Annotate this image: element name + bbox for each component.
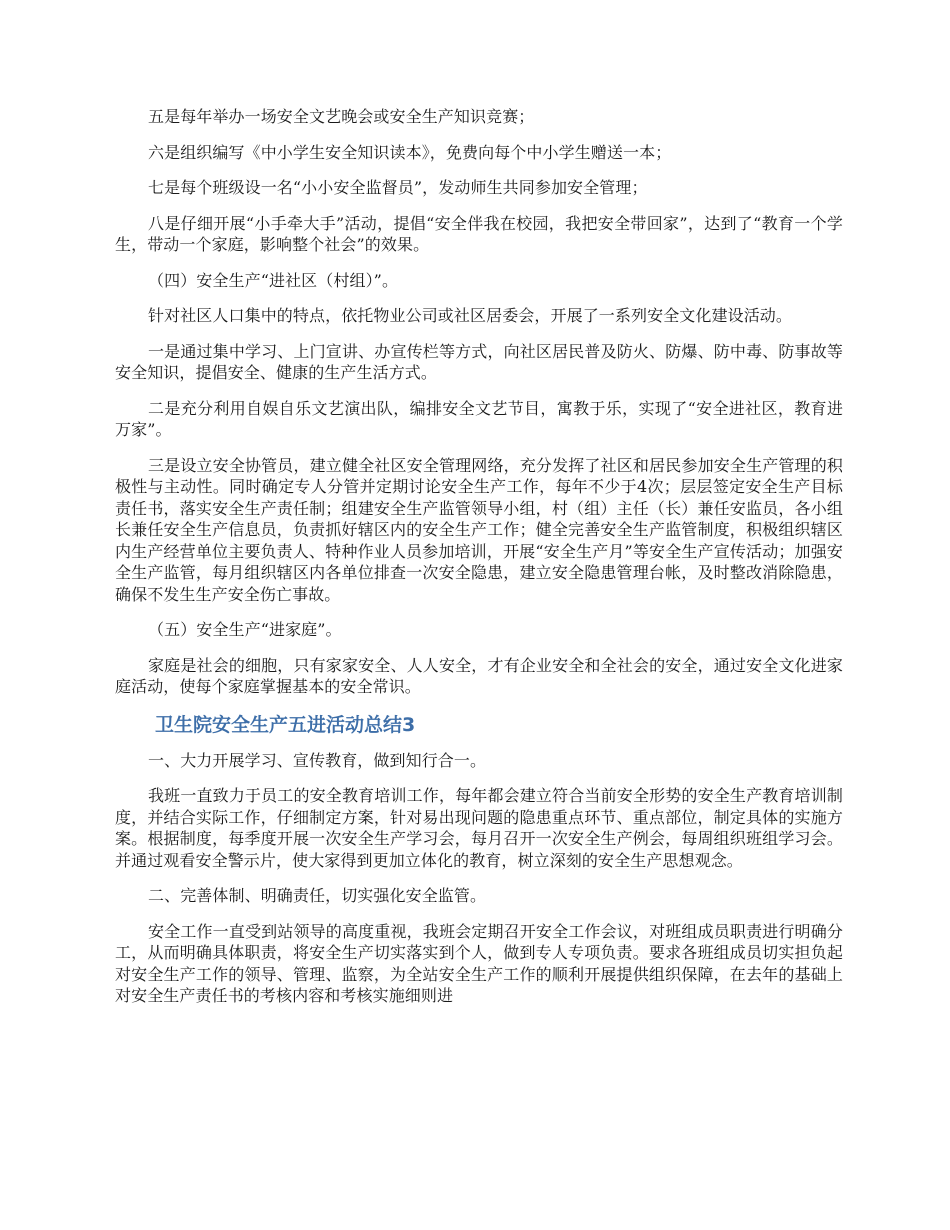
section-heading: 卫生院安全生产五进活动总结3: [155, 713, 416, 736]
paragraph: 针对社区人口集中的特点，依托物业公司或社区居委会，开展了一系列安全文化建设活动。: [148, 306, 793, 325]
subsection-title: （四）安全生产“进社区（村组）”。: [148, 270, 399, 290]
paragraph: 六是组织编写《中小学生安全知识读本》，免费向每个中小学生赠送一本；: [148, 142, 672, 162]
subsection-title: 一、大力开展学习、宣传教育，做到知行合一。: [148, 750, 487, 770]
paragraph: 八是仔细开展“小手牵大手”活动，提倡“安全伴我在校园，我把安全带回家”，达到了“教育一个学生，带动一个家庭，影响整个社会”的效果。: [115, 213, 843, 254]
paragraph: 三是设立安全协管员，建立健全社区安全管理网络，充分发挥了社区和居民参加安全生产管理的积极性与主动性。同时确定专人分管并定期讨论安全生产工作，每年不少于4次；层层签定安全生产目标责任书，落实安全生产责任制；组建安全生产监管领导小组，村（组）主任（长）兼任安监员，各小组长兼任安全生产信息员，负责抓好辖区内的安全生产工作；健全完善安全生产监管制度，积极组织辖区内生产经营单位主要负责人、特种作业人员参加培训，开展“安全生产月”等安全生产宣传活动；加强安全生产监管，每月组织辖区内各单位排查一次安全隐患，建立安全隐患管理台帐，及时整改消除隐患，确保不发生生产安全伤亡事故。: [115, 455, 843, 604]
paragraph: 我班一直致力于员工的安全教育培训工作，每年都会建立符合当前安全形势的安全生产教育培训制度，并结合实际工作，仔细制定方案，针对易出现问题的隐患重点环节、重点部位，制定具体的实施方案。根据制度，每季度开展一次安全生产学习会，每月召开一次安全生产例会，每周组织班组学习会。并通过观看安全警示片，使大家得到更加立体化的教育，树立深刻的安全生产思想观念。: [115, 786, 843, 870]
document-page: [115, 106, 843, 1021]
subsection-title: 二、完善体制、明确责任，切实强化安全监管。: [148, 886, 487, 905]
paragraph: 五是每年举办一场安全文艺晚会或安全生产知识竞赛；: [148, 107, 535, 126]
paragraph: 二是充分利用自娱自乐文艺演出队，编排安全文艺节目，寓教于乐，实现了“安全进社区，教育进万家”。: [115, 398, 843, 439]
paragraph: 安全工作一直受到站领导的高度重视，我班会定期召开安全工作会议，对班组成员职责进行明确分工，从而明确具体职责，将安全生产切实落实到个人，做到专人专项负责。要求各班组成员切实担负起对安全生产工作的领导、管理、监察，为全站安全生产工作的顺利开展提供组织保障，在去年的基础上对安全生产责任书的考核内容和考核实施细则进: [115, 921, 843, 1005]
paragraph: 一是通过集中学习、上门宣讲、办宣传栏等方式，向社区居民普及防火、防爆、防中毒、防事故等安全知识，提倡安全、健康的生产生活方式。: [115, 341, 843, 382]
subsection-title: （五）安全生产“进家庭”。: [148, 620, 342, 639]
paragraph: 家庭是社会的细胞，只有家家安全、人人安全，才有企业安全和全社会的安全，通过安全文化进家庭活动，使每个家庭掌握基本的安全常识。: [115, 655, 843, 696]
paragraph: 七是每个班级设一名“小小安全监督员”，发动师生共同参加安全管理；: [148, 178, 648, 197]
